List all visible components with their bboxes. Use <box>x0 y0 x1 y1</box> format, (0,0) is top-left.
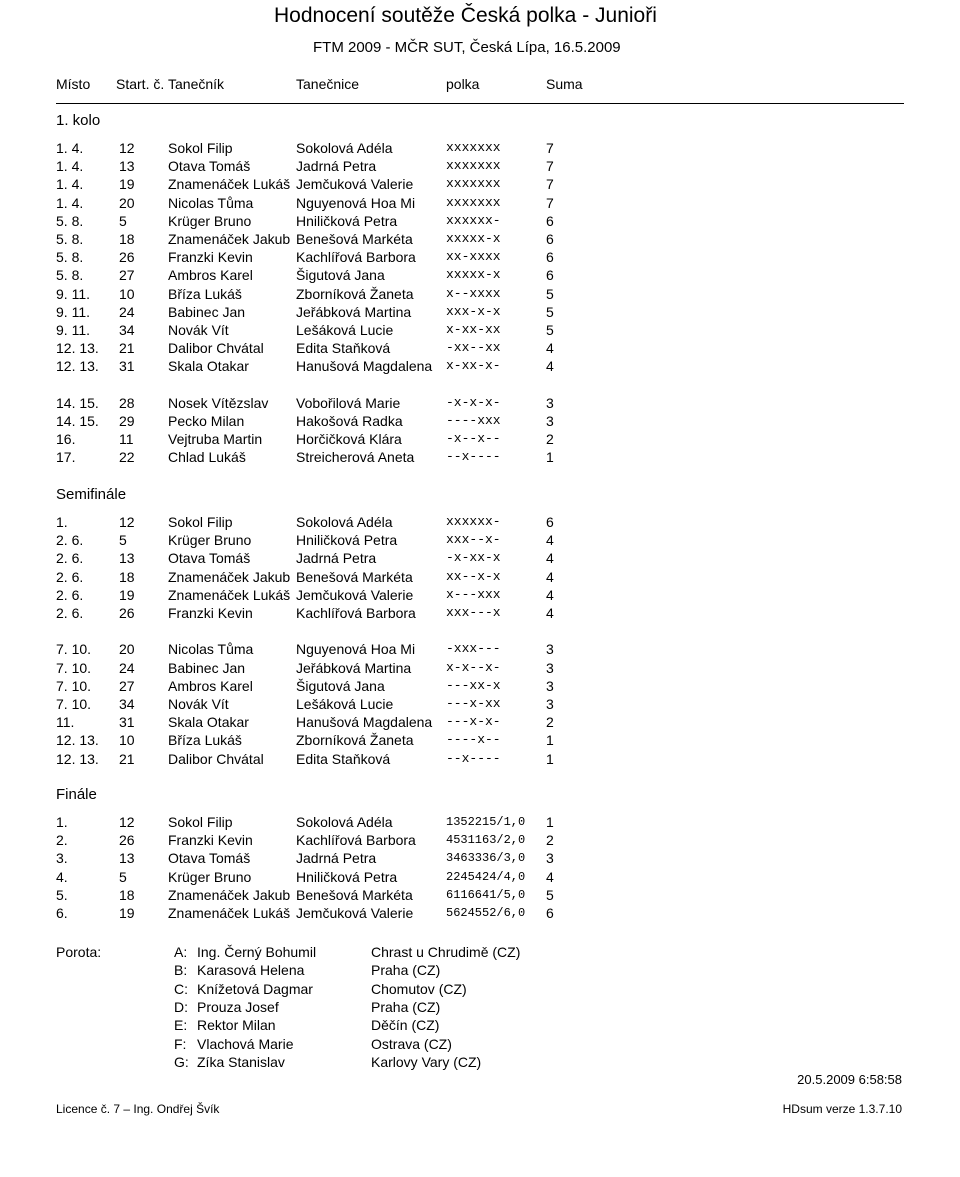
sum-cell: 4 <box>546 550 554 567</box>
marks-cell: ----xxx <box>446 413 501 428</box>
sum-cell: 7 <box>546 176 554 193</box>
partner-cell: Jemčuková Valerie <box>296 176 414 193</box>
judge-letter: A: <box>174 944 188 960</box>
marks-cell: xxx---x <box>446 605 501 620</box>
result-row <box>0 868 960 886</box>
result-row <box>0 640 960 658</box>
sum-cell: 1 <box>546 732 554 749</box>
judge-letter: B: <box>174 962 188 979</box>
judge-letter: G: <box>174 1053 189 1070</box>
result-row <box>0 831 960 849</box>
sum-cell: 3 <box>546 677 554 694</box>
marks-cell: ---x-x- <box>446 714 501 730</box>
marks-cell: xxx-x-x <box>446 303 501 319</box>
marks-cell: 2245424/4,0 <box>446 869 526 884</box>
marks-cell: x-x--x- <box>446 659 501 675</box>
marks-cell: --x---- <box>446 449 501 465</box>
place-cell: 1. 4. <box>56 158 84 175</box>
partner-cell: Edita Staňková <box>296 750 391 767</box>
place-cell: 12. 13. <box>56 732 99 749</box>
result-row <box>0 412 960 430</box>
judge-letter: F: <box>174 1035 187 1052</box>
judge-row <box>0 998 960 1016</box>
marks-cell: 5624552/6,0 <box>446 906 526 920</box>
result-row <box>0 886 960 904</box>
start-number-cell: 22 <box>119 449 135 466</box>
judge-city: Chrast u Chrudimě (CZ) <box>371 944 521 960</box>
column-header-partner: Tanečnice <box>296 76 360 92</box>
judge-name: Ing. Černý Bohumil <box>197 944 317 960</box>
sum-cell: 3 <box>546 850 554 867</box>
partner-cell: Benešová Markéta <box>296 568 413 585</box>
round-title: Semifinále <box>56 486 127 503</box>
sum-cell: 5 <box>546 886 554 903</box>
partner-cell: Sokolová Adéla <box>296 140 393 156</box>
header-divider <box>56 103 904 104</box>
place-cell: 14. 15. <box>56 413 99 429</box>
start-number-cell: 31 <box>119 714 135 731</box>
marks-cell: -x--x-- <box>446 431 501 447</box>
column-header-marks: polka <box>446 76 480 92</box>
partner-cell: Nguyenová Hoa Mi <box>296 194 416 211</box>
start-number-cell: 27 <box>119 677 135 694</box>
judge-row <box>0 980 960 998</box>
marks-cell: 1352215/1,0 <box>446 815 526 829</box>
result-row <box>0 230 960 248</box>
partner-cell: Hakošová Radka <box>296 413 403 429</box>
partner-cell: Nguyenová Hoa Mi <box>296 641 416 658</box>
dancer-cell: Krüger Bruno <box>168 532 252 549</box>
place-cell: 12. 13. <box>56 750 99 767</box>
partner-cell: Jemčuková Valerie <box>296 586 414 603</box>
sum-cell: 5 <box>546 303 554 320</box>
marks-cell: xxxxxx- <box>446 514 501 529</box>
sum-cell: 3 <box>546 394 554 411</box>
start-number-cell: 26 <box>119 832 135 849</box>
marks-cell: ---x-xx <box>446 696 501 711</box>
start-number-cell: 19 <box>119 905 135 921</box>
marks-cell: -x-xx-x <box>446 550 501 566</box>
marks-cell: ----x-- <box>446 732 501 748</box>
start-number-cell: 20 <box>119 641 135 658</box>
sum-cell: 6 <box>546 249 554 266</box>
dancer-cell: Nicolas Tůma <box>168 641 254 658</box>
dancer-cell: Pecko Milan <box>168 413 245 429</box>
judge-name: Knížetová Dagmar <box>197 980 313 997</box>
judge-name: Prouza Josef <box>197 998 279 1015</box>
start-number-cell: 28 <box>119 394 135 411</box>
marks-cell: 4531163/2,0 <box>446 833 526 848</box>
dancer-cell: Vejtruba Martin <box>168 431 263 448</box>
sum-cell: 6 <box>546 212 554 229</box>
result-row <box>0 904 960 922</box>
result-row <box>0 212 960 230</box>
sum-cell: 3 <box>546 641 554 658</box>
start-number-cell: 27 <box>119 267 135 284</box>
result-row <box>0 321 960 339</box>
partner-cell: Sokolová Adéla <box>296 514 393 530</box>
sum-cell: 3 <box>546 696 554 712</box>
dancer-cell: Franzki Kevin <box>168 832 253 849</box>
place-cell: 9. 11. <box>56 303 90 320</box>
marks-cell: x---xxx <box>446 586 501 602</box>
sum-cell: 6 <box>546 267 554 284</box>
dancer-cell: Dalibor Chvátal <box>168 750 264 767</box>
dancer-cell: Franzki Kevin <box>168 249 253 266</box>
start-number-cell: 18 <box>119 231 135 247</box>
place-cell: 4. <box>56 868 68 885</box>
result-row <box>0 750 960 768</box>
start-number-cell: 12 <box>119 814 135 830</box>
result-row <box>0 849 960 867</box>
start-number-cell: 26 <box>119 605 135 621</box>
marks-cell: xxxxx-x <box>446 267 501 283</box>
judge-row <box>0 943 960 961</box>
result-row <box>0 513 960 531</box>
place-cell: 7. 10. <box>56 696 92 712</box>
partner-cell: Šigutová Jana <box>296 677 385 694</box>
judge-row <box>0 1016 960 1034</box>
judge-city: Karlovy Vary (CZ) <box>371 1053 482 1070</box>
dancer-cell: Krüger Bruno <box>168 212 252 229</box>
marks-cell: xx-xxxx <box>446 249 501 265</box>
dancer-cell: Sokol Filip <box>168 514 233 530</box>
marks-cell: xxxxx-x <box>446 231 501 246</box>
start-number-cell: 31 <box>119 358 135 375</box>
dancer-cell: Sokol Filip <box>168 140 233 156</box>
place-cell: 2. 6. <box>56 550 84 567</box>
sum-cell: 7 <box>546 140 554 156</box>
judge-city: Ostrava (CZ) <box>371 1035 452 1052</box>
marks-cell: xxxxxx- <box>446 212 501 228</box>
place-cell: 14. 15. <box>56 394 99 411</box>
judge-row <box>0 1035 960 1053</box>
dancer-cell: Ambros Karel <box>168 677 253 694</box>
judge-city: Chomutov (CZ) <box>371 980 467 997</box>
start-number-cell: 12 <box>119 514 135 530</box>
partner-cell: Hniličková Petra <box>296 868 398 885</box>
start-number-cell: 5 <box>119 532 127 549</box>
result-row <box>0 394 960 412</box>
start-number-cell: 11 <box>119 431 134 448</box>
marks-cell: 3463336/3,0 <box>446 851 526 866</box>
sum-cell: 1 <box>546 449 554 466</box>
partner-cell: Kachlířová Barbora <box>296 249 416 266</box>
partner-cell: Šigutová Jana <box>296 267 385 284</box>
sum-cell: 6 <box>546 231 554 247</box>
page-title: Hodnocení soutěže Česká polka - Junioři <box>274 4 657 27</box>
place-cell: 1. 4. <box>56 194 84 211</box>
start-number-cell: 34 <box>119 696 135 712</box>
judge-row <box>0 1053 960 1071</box>
judge-name: Karasová Helena <box>197 962 305 979</box>
place-cell: 2. 6. <box>56 568 84 585</box>
sum-cell: 4 <box>546 586 554 603</box>
partner-cell: Edita Staňková <box>296 340 391 357</box>
place-cell: 9. 11. <box>56 285 90 302</box>
result-row <box>0 531 960 549</box>
place-cell: 2. 6. <box>56 586 84 603</box>
result-row <box>0 175 960 193</box>
judge-name: Vlachová Marie <box>197 1035 294 1052</box>
result-row <box>0 266 960 284</box>
start-number-cell: 19 <box>119 586 135 603</box>
place-cell: 1. 4. <box>56 176 84 193</box>
marks-cell: -x-x-x- <box>446 394 501 410</box>
place-cell: 1. 4. <box>56 140 84 156</box>
start-number-cell: 19 <box>119 176 135 193</box>
version-text: HDsum verze 1.3.7.10 <box>782 1102 902 1116</box>
dancer-cell: Dalibor Chvátal <box>168 340 264 357</box>
partner-cell: Streicherová Aneta <box>296 449 415 466</box>
start-number-cell: 26 <box>119 249 135 266</box>
sum-cell: 3 <box>546 659 554 676</box>
start-number-cell: 21 <box>119 340 135 357</box>
result-row <box>0 549 960 567</box>
place-cell: 16. <box>56 431 76 448</box>
place-cell: 5. 8. <box>56 267 84 284</box>
result-row <box>0 430 960 448</box>
place-cell: 12. 13. <box>56 340 99 357</box>
start-number-cell: 29 <box>119 413 135 429</box>
sum-cell: 5 <box>546 285 554 302</box>
place-cell: 12. 13. <box>56 358 99 375</box>
sum-cell: 1 <box>546 750 554 767</box>
result-row <box>0 248 960 266</box>
place-cell: 11. <box>56 714 75 731</box>
sum-cell: 5 <box>546 322 554 338</box>
place-cell: 5. 8. <box>56 231 84 247</box>
dancer-cell: Znamenáček Lukáš <box>168 905 291 921</box>
marks-cell: x--xxxx <box>446 285 501 301</box>
sum-cell: 7 <box>546 194 554 211</box>
partner-cell: Zborníková Žaneta <box>296 732 414 749</box>
partner-cell: Zborníková Žaneta <box>296 285 414 302</box>
partner-cell: Jemčuková Valerie <box>296 905 414 921</box>
place-cell: 1. <box>56 514 68 530</box>
licence-text: Licence č. 7 – Ing. Ondřej Švík <box>56 1102 220 1116</box>
dancer-cell: Otava Tomáš <box>168 158 251 175</box>
page-subtitle: FTM 2009 - MČR SUT, Česká Lípa, 16.5.2009 <box>313 39 621 56</box>
result-row <box>0 285 960 303</box>
partner-cell: Hniličková Petra <box>296 212 398 229</box>
dancer-cell: Bříza Lukáš <box>168 285 242 302</box>
partner-cell: Horčičková Klára <box>296 431 402 448</box>
result-row <box>0 813 960 831</box>
place-cell: 9. 11. <box>56 322 90 338</box>
marks-cell: xxxxxxx <box>446 176 501 192</box>
result-row <box>0 568 960 586</box>
start-number-cell: 12 <box>119 140 135 156</box>
result-row <box>0 448 960 466</box>
dancer-cell: Znamenáček Jakub <box>168 886 291 903</box>
dancer-cell: Nosek Vítězslav <box>168 394 269 411</box>
dancer-cell: Znamenáček Jakub <box>168 568 291 585</box>
dancer-cell: Znamenáček Lukáš <box>168 586 291 603</box>
marks-cell: xxxxxxx <box>446 158 501 174</box>
partner-cell: Jadrná Petra <box>296 550 377 567</box>
dancer-cell: Skala Otakar <box>168 714 249 731</box>
start-number-cell: 21 <box>119 750 135 767</box>
dancer-cell: Skala Otakar <box>168 358 249 375</box>
partner-cell: Lešáková Lucie <box>296 696 394 712</box>
result-row <box>0 139 960 157</box>
marks-cell: -xx--xx <box>446 340 501 356</box>
column-header-dancer: Tanečník <box>168 76 225 92</box>
partner-cell: Jadrná Petra <box>296 158 377 175</box>
judge-city: Praha (CZ) <box>371 962 441 979</box>
sum-cell: 4 <box>546 532 554 549</box>
dancer-cell: Krüger Bruno <box>168 868 252 885</box>
jury-label: Porota: <box>56 944 102 960</box>
marks-cell: ---xx-x <box>446 677 501 693</box>
result-row <box>0 659 960 677</box>
dancer-cell: Otava Tomáš <box>168 550 251 567</box>
result-row <box>0 695 960 713</box>
marks-cell: xxx--x- <box>446 532 501 548</box>
dancer-cell: Chlad Lukáš <box>168 449 246 466</box>
dancer-cell: Nicolas Tůma <box>168 194 254 211</box>
sum-cell: 7 <box>546 158 554 175</box>
marks-cell: xx--x-x <box>446 568 501 584</box>
start-number-cell: 10 <box>119 732 135 749</box>
dancer-cell: Bříza Lukáš <box>168 732 242 749</box>
place-cell: 17. <box>56 449 76 466</box>
start-number-cell: 13 <box>119 850 135 867</box>
sum-cell: 4 <box>546 868 554 885</box>
partner-cell: Jeřábková Martina <box>296 303 412 320</box>
judge-name: Zíka Stanislav <box>197 1053 285 1070</box>
partner-cell: Benešová Markéta <box>296 231 413 247</box>
dancer-cell: Novák Vít <box>168 696 229 712</box>
sum-cell: 4 <box>546 568 554 585</box>
sum-cell: 3 <box>546 413 554 429</box>
partner-cell: Lešáková Lucie <box>296 322 394 338</box>
sum-cell: 2 <box>546 832 554 849</box>
place-cell: 1. <box>56 814 68 830</box>
column-header-start: Start. č. <box>116 76 165 92</box>
timestamp: 20.5.2009 6:58:58 <box>797 1072 902 1087</box>
dancer-cell: Novák Vít <box>168 322 229 338</box>
start-number-cell: 13 <box>119 550 135 567</box>
column-header-sum: Suma <box>546 76 583 92</box>
place-cell: 5. 8. <box>56 249 84 266</box>
place-cell: 5. 8. <box>56 212 84 229</box>
dancer-cell: Babinec Jan <box>168 659 246 676</box>
start-number-cell: 10 <box>119 285 135 302</box>
place-cell: 7. 10. <box>56 641 92 658</box>
result-row <box>0 731 960 749</box>
partner-cell: Kachlířová Barbora <box>296 832 416 849</box>
place-cell: 3. <box>56 850 68 867</box>
partner-cell: Hanušová Magdalena <box>296 714 433 731</box>
judge-row <box>0 961 960 979</box>
place-cell: 2. 6. <box>56 532 84 549</box>
start-number-cell: 34 <box>119 322 135 338</box>
column-header-row <box>0 76 960 96</box>
start-number-cell: 24 <box>119 659 135 676</box>
partner-cell: Sokolová Adéla <box>296 814 393 830</box>
judge-city: Děčín (CZ) <box>371 1017 440 1034</box>
sum-cell: 6 <box>546 905 554 921</box>
result-row <box>0 339 960 357</box>
dancer-cell: Znamenáček Jakub <box>168 231 291 247</box>
result-row <box>0 713 960 731</box>
place-cell: 7. 10. <box>56 677 92 694</box>
start-number-cell: 18 <box>119 886 135 903</box>
partner-cell: Hniličková Petra <box>296 532 398 549</box>
marks-cell: x-xx-x- <box>446 358 501 374</box>
result-row <box>0 677 960 695</box>
partner-cell: Jeřábková Martina <box>296 659 412 676</box>
start-number-cell: 18 <box>119 568 135 585</box>
marks-cell: xxxxxxx <box>446 194 501 210</box>
marks-cell: xxxxxxx <box>446 140 501 155</box>
marks-cell: --x---- <box>446 750 501 766</box>
sum-cell: 4 <box>546 340 554 357</box>
round-title: Finále <box>56 786 97 803</box>
dancer-cell: Ambros Karel <box>168 267 253 284</box>
start-number-cell: 5 <box>119 868 127 885</box>
partner-cell: Benešová Markéta <box>296 886 413 903</box>
place-cell: 5. <box>56 886 68 903</box>
result-row <box>0 604 960 622</box>
dancer-cell: Znamenáček Lukáš <box>168 176 291 193</box>
place-cell: 2. 6. <box>56 605 84 621</box>
dancer-cell: Franzki Kevin <box>168 605 253 621</box>
result-row <box>0 303 960 321</box>
round-title: 1. kolo <box>56 112 101 129</box>
sum-cell: 4 <box>546 605 554 621</box>
marks-cell: 6116641/5,0 <box>446 887 526 902</box>
partner-cell: Jadrná Petra <box>296 850 377 867</box>
result-row <box>0 194 960 212</box>
place-cell: 7. 10. <box>56 659 92 676</box>
dancer-cell: Otava Tomáš <box>168 850 251 867</box>
sum-cell: 2 <box>546 431 554 448</box>
place-cell: 6. <box>56 905 68 921</box>
start-number-cell: 13 <box>119 158 135 175</box>
judge-city: Praha (CZ) <box>371 998 441 1015</box>
marks-cell: x-xx-xx <box>446 322 501 337</box>
start-number-cell: 5 <box>119 212 127 229</box>
sum-cell: 1 <box>546 814 554 830</box>
partner-cell: Hanušová Magdalena <box>296 358 433 375</box>
result-row <box>0 357 960 375</box>
judge-name: Rektor Milan <box>197 1017 276 1034</box>
result-row <box>0 157 960 175</box>
column-header-place: Místo <box>56 76 91 92</box>
dancer-cell: Babinec Jan <box>168 303 246 320</box>
place-cell: 2. <box>56 832 68 849</box>
marks-cell: -xxx--- <box>446 641 501 657</box>
sum-cell: 2 <box>546 714 554 731</box>
start-number-cell: 24 <box>119 303 135 320</box>
dancer-cell: Sokol Filip <box>168 814 233 830</box>
partner-cell: Vobořilová Marie <box>296 394 401 411</box>
start-number-cell: 20 <box>119 194 135 211</box>
judge-letter: E: <box>174 1017 188 1034</box>
sum-cell: 6 <box>546 514 554 530</box>
judge-letter: D: <box>174 998 188 1015</box>
judge-letter: C: <box>174 980 188 997</box>
result-row <box>0 586 960 604</box>
sum-cell: 4 <box>546 358 554 375</box>
partner-cell: Kachlířová Barbora <box>296 605 416 621</box>
